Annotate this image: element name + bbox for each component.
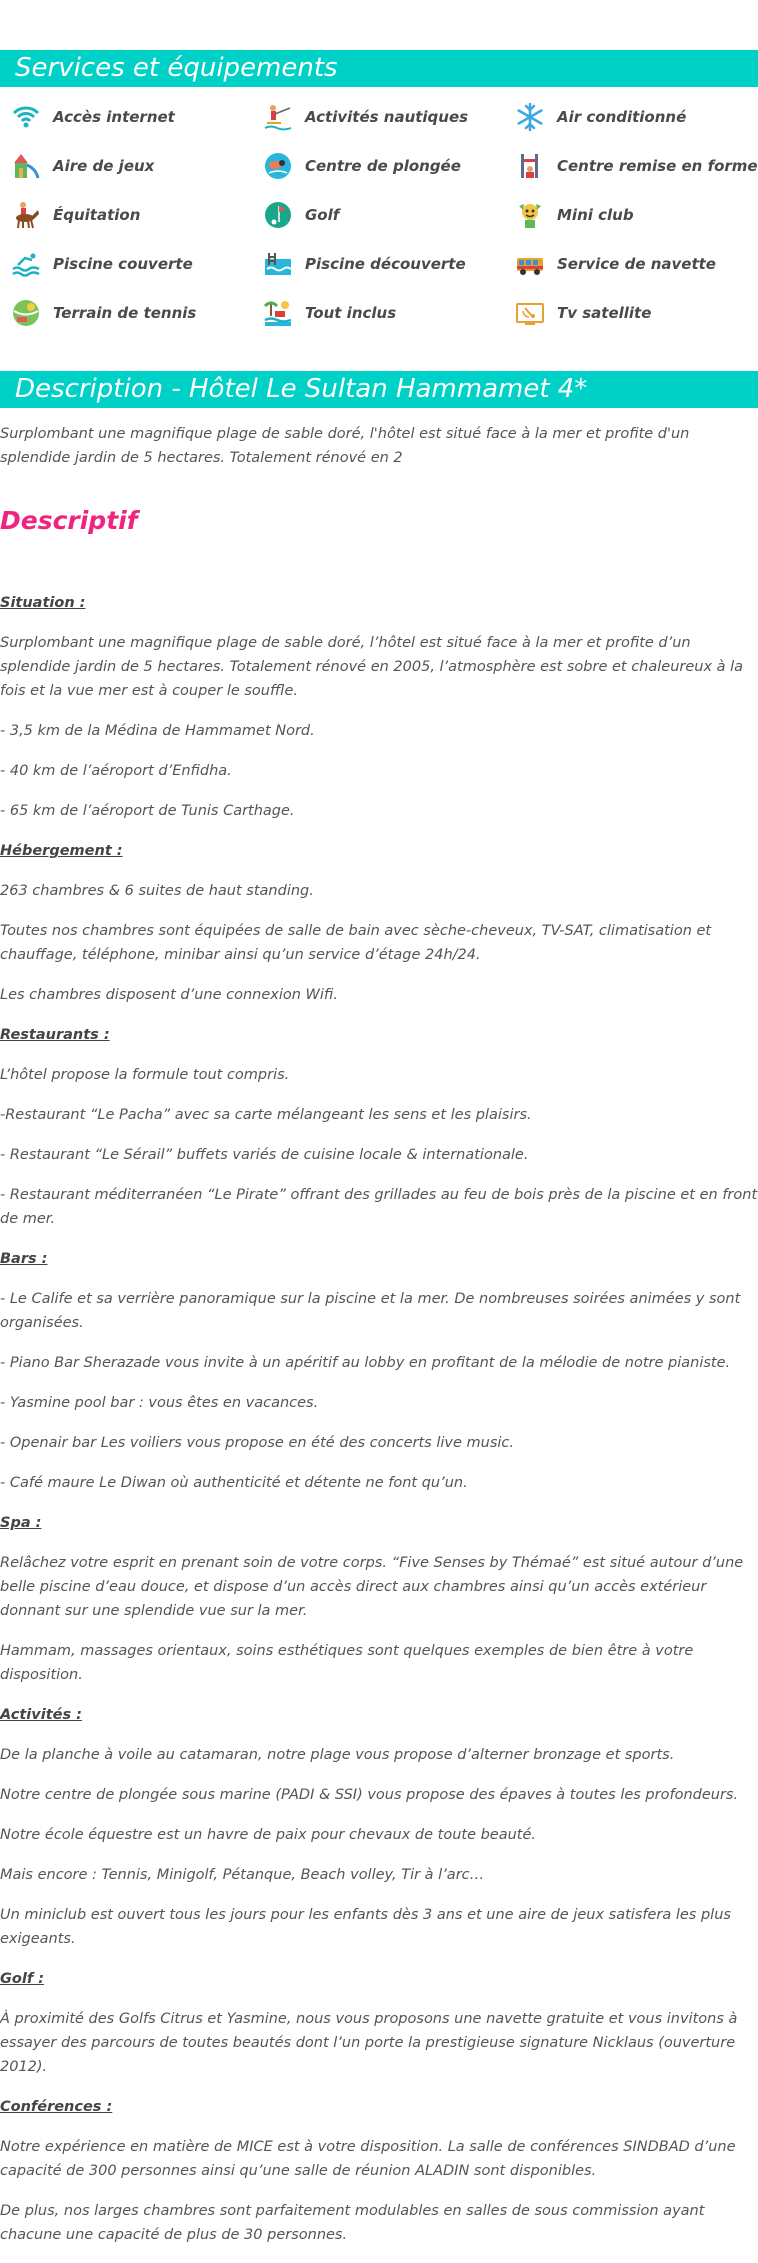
- section-paragraph: Les chambres disposent d’une connexion Wifi.: [0, 987, 338, 1003]
- shuttle-icon: [514, 248, 546, 280]
- section-paragraph: À proximité des Golfs Citrus et Yasmine, nous vous proposons une navette gratuite et vous invitons à essayer des parcours de toutes beautés dont l’un porte la prestigieuse signature Nicklaus (ouverture 2012).: [0, 2011, 738, 2075]
- fitness-icon: [514, 150, 546, 182]
- section-paragraph: L’hôtel propose la formule tout compris.: [0, 1067, 290, 1083]
- water-ski-icon: [262, 101, 294, 133]
- section-paragraph: - Restaurant “Le Sérail” buffets variés de cuisine locale & internationale.: [0, 1147, 529, 1163]
- section-paragraph: - Café maure Le Diwan où authenticité et détente ne font qu’un.: [0, 1475, 468, 1491]
- section-paragraph: - Restaurant méditerranéen “Le Pirate” offrant des grillades au feu de bois près de la piscine et en front de mer.: [0, 1187, 758, 1227]
- service-label: Équitation: [53, 206, 141, 224]
- section-title: Hébergement :: [0, 843, 123, 859]
- playground-icon: [10, 150, 42, 182]
- service-label: Mini club: [557, 206, 634, 224]
- description-content: [0, 591, 758, 2263]
- service-item: [514, 101, 758, 133]
- tv-icon: [514, 297, 546, 329]
- section-paragraph: Hammam, massages orientaux, soins esthétiques sont quelques exemples de bien être à votre disposition.: [0, 1643, 694, 1683]
- section-paragraph: Un miniclub est ouvert tous les jours pour les enfants dès 3 ans et une aire de jeux satisfera les plus exigeants.: [0, 1907, 731, 1947]
- snowflake-icon: [514, 101, 546, 133]
- section-paragraph: Notre centre de plongée sous marine (PADI & SSI) vous propose des épaves à toutes les profondeurs.: [0, 1787, 739, 1803]
- service-item: [514, 150, 758, 182]
- mini-club-icon: [514, 199, 546, 231]
- section-paragraph: -Restaurant “Le Pacha” avec sa carte mélangeant les sens et les plaisirs.: [0, 1107, 532, 1123]
- section-paragraph: De plus, nos larges chambres sont parfaitement modulables en salles de sous commission ayant chacune une capacité de plus de 30 personnes.: [0, 2203, 705, 2243]
- service-label: Air conditionné: [557, 108, 687, 126]
- section-title: Situation :: [0, 595, 86, 611]
- service-label: Piscine couverte: [53, 255, 193, 273]
- horse-icon: [10, 199, 42, 231]
- section-title: Activités :: [0, 1707, 82, 1723]
- section-paragraph: - 40 km de l’aéroport d’Enfidha.: [0, 763, 232, 779]
- service-label: Service de navette: [557, 255, 716, 273]
- section-paragraph: - Openair bar Les voiliers vous propose en été des concerts live music.: [0, 1435, 514, 1451]
- section-title: Conférences :: [0, 2099, 113, 2115]
- section-paragraph: - Yasmine pool bar : vous êtes en vacances.: [0, 1395, 319, 1411]
- description-intro: Surplombant une magnifique plage de sable doré, l'hôtel est situé face à la mer et profite d'un splendide jardin de 5 hectares. Totalement rénové en 2: [0, 426, 690, 466]
- outdoor-pool-icon: [262, 248, 294, 280]
- section-paragraph: - Piano Bar Sherazade vous invite à un apéritif au lobby en profitant de la mélodie de notre pianiste.: [0, 1355, 731, 1371]
- service-item: [262, 248, 514, 280]
- section-paragraph: Toutes nos chambres sont équipées de salle de bain avec sèche-cheveux, TV-SAT, climatisation et chauffage, téléphone, minibar ainsi qu’un service d’étage 24h/24.: [0, 923, 712, 963]
- service-label: Terrain de tennis: [53, 304, 197, 322]
- section-paragraph: Notre école équestre est un havre de paix pour chevaux de toute beauté.: [0, 1827, 537, 1843]
- service-label: Golf: [305, 206, 340, 224]
- diving-icon: [262, 150, 294, 182]
- section-title: Restaurants :: [0, 1027, 110, 1043]
- service-item: [262, 199, 514, 231]
- section-paragraph: Surplombant une magnifique plage de sable doré, l’hôtel est situé face à la mer et profite d’un splendide jardin de 5 hectares. Totalement rénové en 2005, l’atmosphère est sobre et chaleureux à la fois et la vue mer est à couper le souffle.: [0, 635, 744, 699]
- service-item: [514, 248, 758, 280]
- section-paragraph: 263 chambres & 6 suites de haut standing.: [0, 883, 314, 899]
- section-title: Golf :: [0, 1971, 44, 1987]
- service-item: [10, 248, 262, 280]
- service-item: [514, 199, 758, 231]
- service-label: Tv satellite: [557, 304, 652, 322]
- section-paragraph: Mais encore : Tennis, Minigolf, Pétanque, Beach volley, Tir à l’arc…: [0, 1867, 485, 1883]
- service-item: [10, 297, 262, 329]
- section-title: Spa :: [0, 1515, 42, 1531]
- services-header: Services et équipements: [0, 50, 758, 87]
- section-paragraph: - 3,5 km de la Médina de Hammamet Nord.: [0, 723, 315, 739]
- service-item: [262, 297, 514, 329]
- service-label: Accès internet: [53, 108, 175, 126]
- service-label: Activités nautiques: [305, 108, 469, 126]
- all-inclusive-icon: [262, 297, 294, 329]
- service-item: [10, 150, 262, 182]
- service-label: Piscine découverte: [305, 255, 466, 273]
- section-paragraph: - 65 km de l’aéroport de Tunis Carthage.: [0, 803, 295, 819]
- service-label: Tout inclus: [305, 304, 397, 322]
- service-item: [10, 199, 262, 231]
- golf-icon: [262, 199, 294, 231]
- section-paragraph: De la planche à voile au catamaran, notre plage vous propose d’alterner bronzage et sports.: [0, 1747, 675, 1763]
- service-item: [262, 150, 514, 182]
- service-label: Centre remise en forme: [557, 157, 758, 175]
- service-label: Aire de jeux: [53, 157, 155, 175]
- service-item: [10, 101, 262, 133]
- section-paragraph: - Le Calife et sa verrière panoramique sur la piscine et la mer. De nombreuses soirées animées y sont organisées.: [0, 1291, 741, 1331]
- section-paragraph: Relâchez votre esprit en prenant soin de votre corps. “Five Senses by Thémaé” est situé autour d’une belle piscine d’eau douce, et dispose d’un accès direct aux chambres ainsi qu’un accès extérieur donnant sur une splendide vue sur la mer.: [0, 1555, 744, 1619]
- tennis-icon: [10, 297, 42, 329]
- section-paragraph: Notre expérience en matière de MICE est à votre disposition. La salle de conférences SINDBAD d’une capacité de 300 personnes ainsi qu’une salle de réunion ALADIN sont disponibles.: [0, 2139, 736, 2179]
- descriptif-heading: Descriptif: [0, 506, 138, 535]
- indoor-pool-icon: [10, 248, 42, 280]
- service-label: Centre de plongée: [305, 157, 461, 175]
- service-item: [262, 101, 514, 133]
- services-grid: [0, 87, 758, 329]
- description-header: Description - Hôtel Le Sultan Hammamet 4*: [0, 371, 758, 408]
- service-item: [514, 297, 758, 329]
- wifi-icon: [10, 101, 42, 133]
- section-title: Bars :: [0, 1251, 48, 1267]
